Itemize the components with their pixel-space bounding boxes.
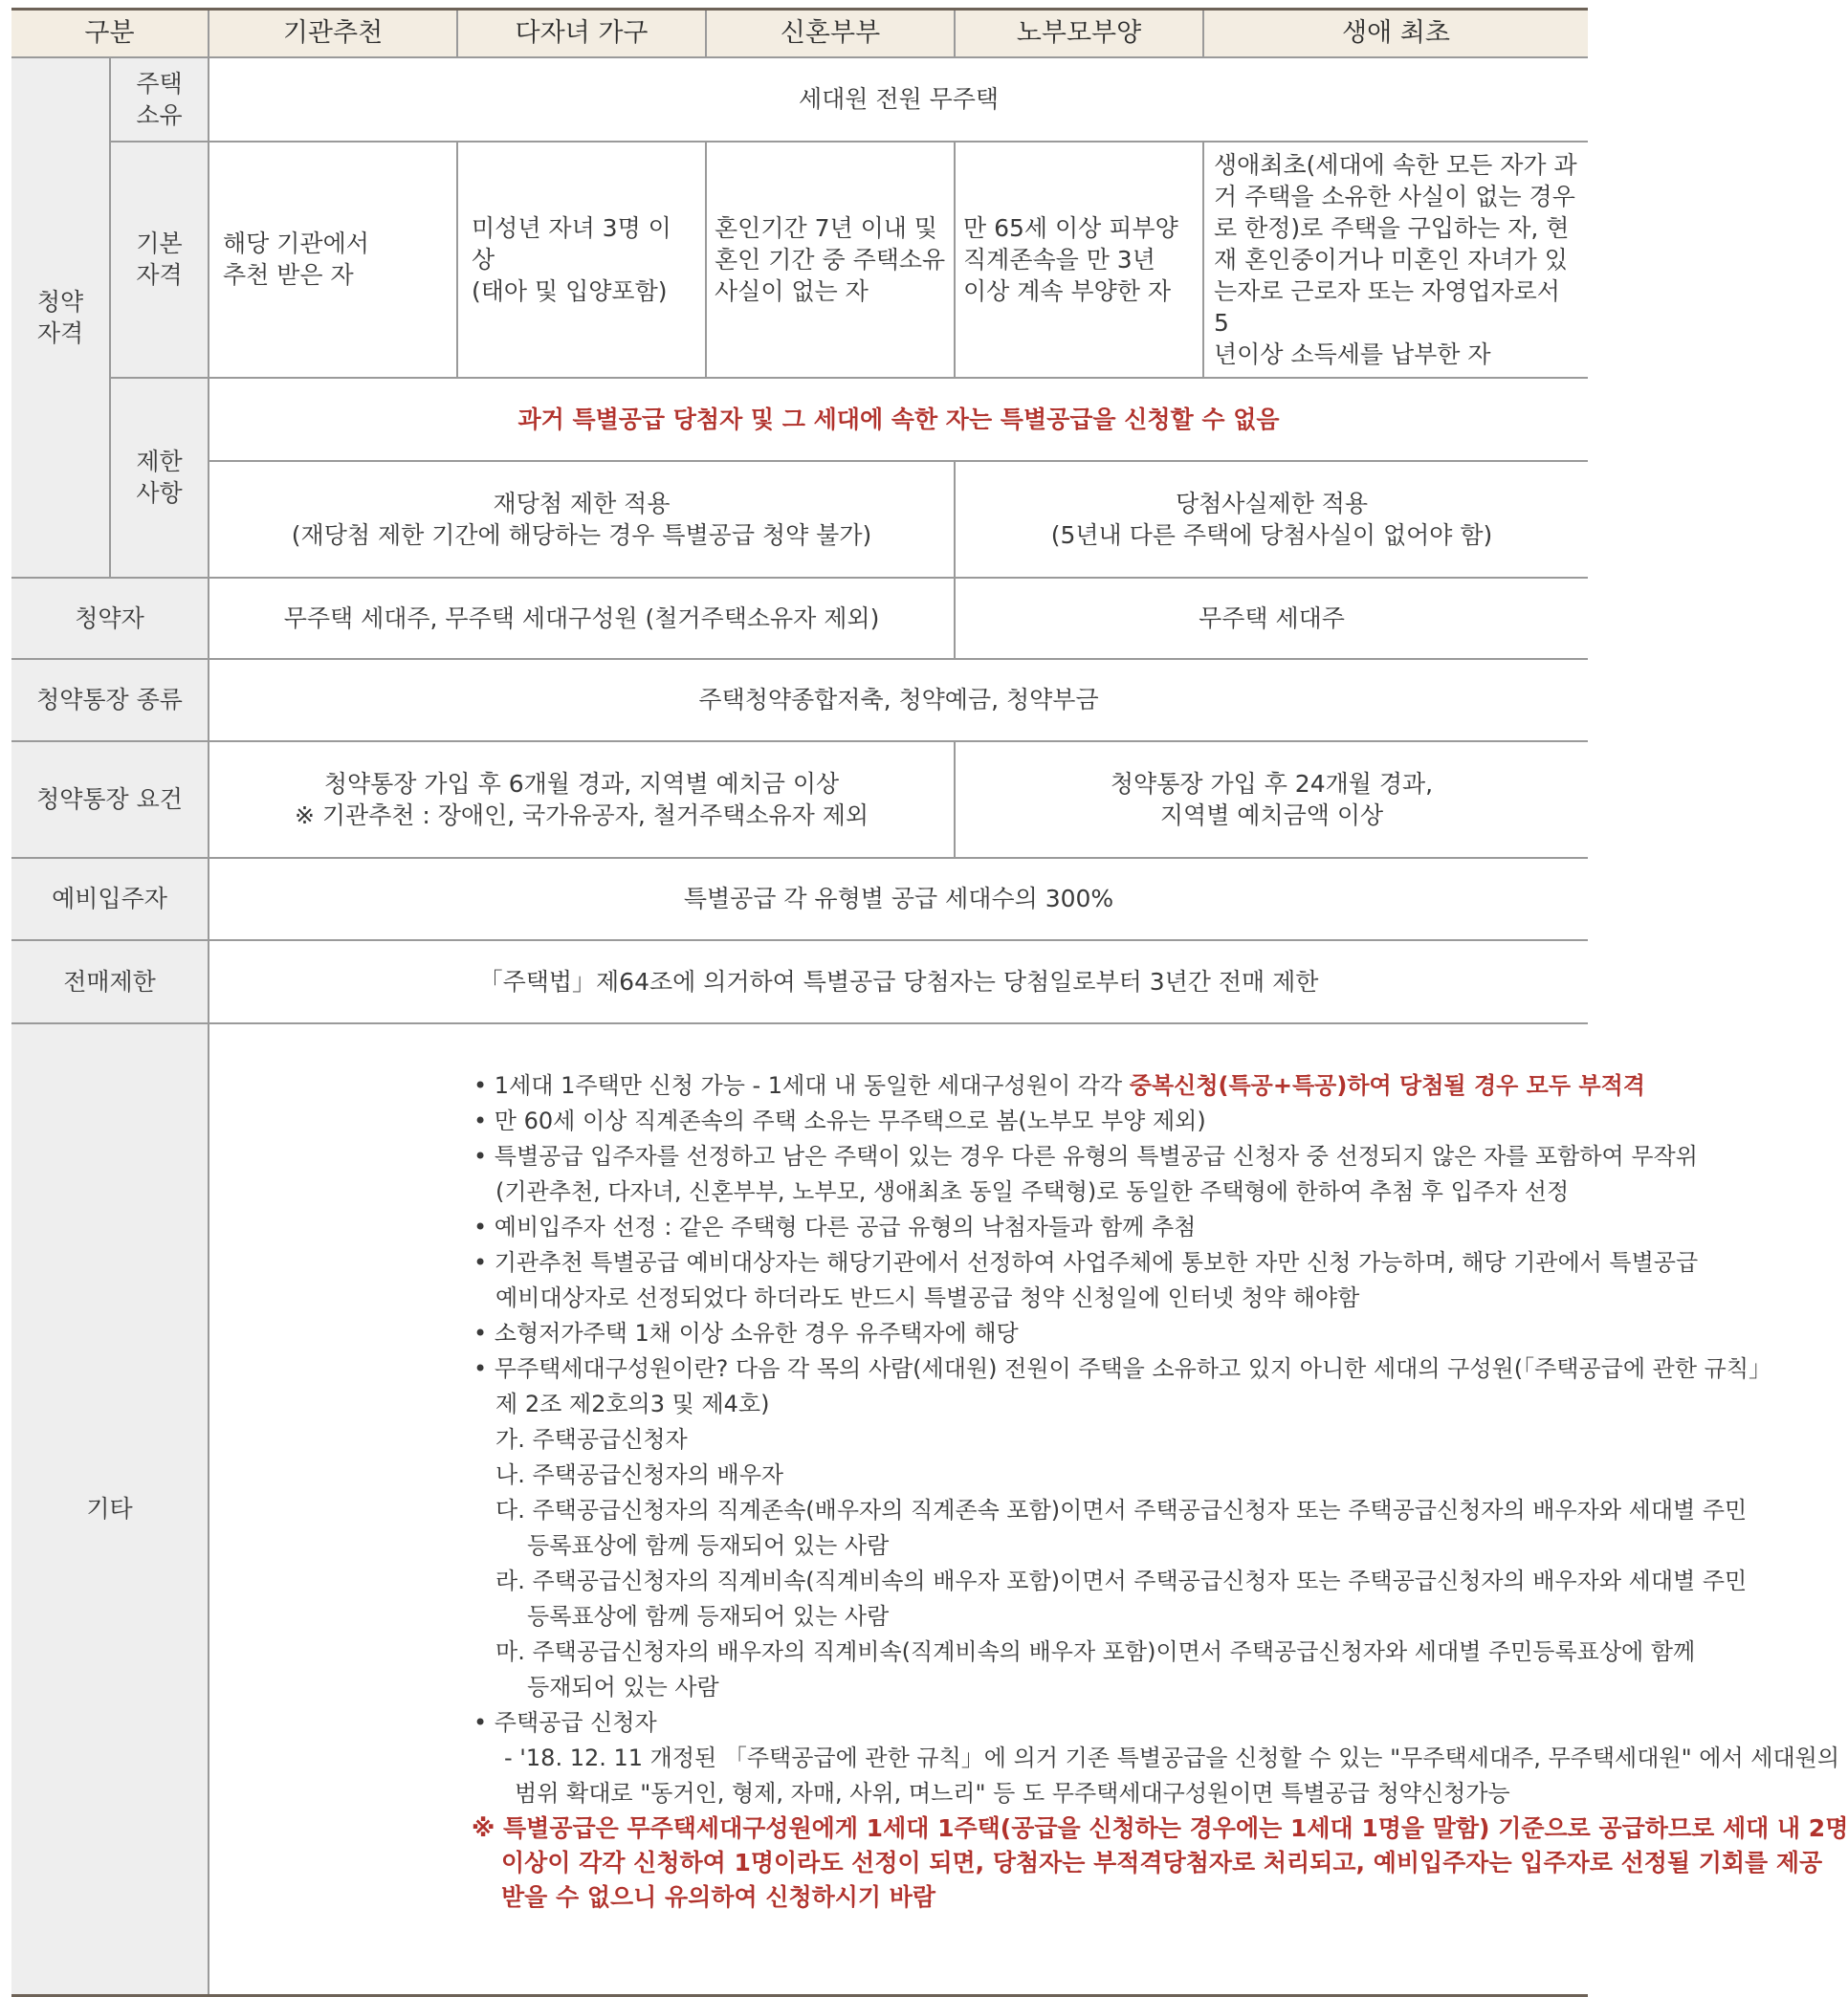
applicant-row: [11, 578, 1588, 659]
header-elderly-parent: 노부모부양: [955, 10, 1203, 57]
restriction-rewin: 재당첨 제한 적용 (재당첨 제한 기간에 해당하는 경우 특별공급 청약 불가): [209, 461, 955, 578]
etc-label: 기타: [11, 1023, 209, 1996]
note-item: • 만 60세 이상 직계존속의 주택 소유는 무주택으로 봄(노부모 부양 제외): [473, 1107, 1206, 1134]
account-type-value: 주택청약종합저축, 청약예금, 청약부금: [209, 659, 1588, 741]
applicant-left: 무주택 세대주, 무주택 세대구성원 (철거주택소유자 제외): [209, 578, 955, 659]
account-type-label: 청약통장 종류: [11, 659, 209, 741]
housing-ownership-label: 주택 소유: [110, 57, 209, 142]
header-first-time: 생애 최초: [1203, 10, 1588, 57]
basic-institution: 해당 기관에서 추천 받은 자: [209, 142, 457, 378]
note-item: • 특별공급 입주자를 선정하고 남은 주택이 있는 경우 다른 유형의 특별공급 신청자 중 선정되지 않은 자를 포함하여 무작위: [473, 1142, 1698, 1170]
reserve-row: [11, 858, 1588, 940]
applicant-right: 무주택 세대주: [955, 578, 1588, 659]
etc-notes: [209, 1023, 1848, 1996]
restriction-notice-row: [11, 378, 1588, 461]
note-continuation: 예비대상자로 선정되었다 하더라도 반드시 특별공급 청약 신청일에 인터넷 청약 해야함: [495, 1284, 1360, 1311]
note-emphasis: 중복신청(특공+특공)하여 당첨될 경우 모두 부적격: [1129, 1071, 1645, 1099]
note-item: • 예비입주자 선정 : 같은 주택형 다른 공급 유형의 낙첨자들과 함께 추첨: [473, 1213, 1197, 1240]
basic-qualification-row: [11, 142, 1588, 378]
etc-row: [11, 1023, 1588, 1996]
header-category: 구분: [11, 10, 209, 57]
reserve-label: 예비입주자: [11, 858, 209, 940]
qualification-group-label: 청약 자격: [11, 57, 110, 578]
account-requirement-right: 청약통장 가입 후 24개월 경과, 지역별 예치금액 이상: [955, 741, 1588, 858]
note-item: • 무주택세대구성원이란? 다음 각 목의 사람(세대원) 전원이 주택을 소유하고 있지 아니한 세대의 구성원(「주택공급에 관한 규칙」: [473, 1354, 1772, 1382]
header-institution: 기관추천: [209, 10, 457, 57]
reserve-value: 특별공급 각 유형별 공급 세대수의 300%: [209, 858, 1588, 940]
resale-label: 전매제한: [11, 940, 209, 1023]
restriction-notice: 과거 특별공급 당첨자 및 그 세대에 속한 자는 특별공급을 신청할 수 없음: [209, 378, 1588, 461]
note-continuation: (기관추천, 다자녀, 신혼부부, 노부모, 생애최초 동일 주택형)로 동일한 주택형에 한하여 추첨 후 입주자 선정: [495, 1177, 1570, 1205]
note-item: • 소형저가주택 1채 이상 소유한 경우 유주택자에 해당: [473, 1319, 1019, 1347]
applicant-label: 청약자: [11, 578, 209, 659]
basic-multi-child: 미성년 자녀 3명 이상 (태아 및 입양포함): [457, 142, 706, 378]
note-continuation: 등록표상에 함께 등재되어 있는 사람: [527, 1602, 890, 1630]
restriction-label: 제한 사항: [110, 378, 209, 578]
resale-value: 「주택법」제64조에 의거하여 특별공급 당첨자는 당첨일로부터 3년간 전매 제한: [209, 940, 1588, 1023]
special-supply-eligibility-table: [11, 8, 1848, 1997]
note-continuation: 제 2조 제2호의3 및 제4호): [495, 1390, 770, 1417]
note-continuation: 범위 확대로 "동거인, 형제, 자매, 사위, 며느리" 등 도 무주택세대구성원이면 특별공급 청약신청가능: [515, 1779, 1510, 1807]
restriction-win-history: 당첨사실제한 적용 (5년내 다른 주택에 당첨사실이 없어야 함): [955, 461, 1588, 578]
note-subitem: 가. 주택공급신청자: [495, 1425, 688, 1453]
note-subitem: 라. 주택공급신청자의 직계비속(직계비속의 배우자 포함)이면서 주택공급신청자 또는 주택공급신청자의 배우자와 세대별 주민: [495, 1567, 1748, 1594]
note-continuation: 등록표상에 함께 등재되어 있는 사람: [527, 1531, 890, 1559]
note-item: • 1세대 1주택만 신청 가능 - 1세대 내 동일한 세대구성원이 각각 중복신청(특공+특공)하여 당첨될 경우 모두 부적격: [473, 1071, 1645, 1099]
header-row: [11, 10, 1588, 57]
basic-newlywed: 혼인기간 7년 이내 및 혼인 기간 중 주택소유 사실이 없는 자: [706, 142, 955, 378]
basic-qualification-label: 기본 자격: [110, 142, 209, 378]
note-subitem: 다. 주택공급신청자의 직계존속(배우자의 직계존속 포함)이면서 주택공급신청자 또는 주택공급신청자의 배우자와 세대별 주민: [495, 1496, 1748, 1524]
note-subitem: 마. 주택공급신청자의 배우자의 직계비속(직계비속의 배우자 포함)이면서 주택공급신청자와 세대별 주민등록표상에 함께: [495, 1637, 1696, 1665]
restriction-detail-row: [11, 461, 1588, 578]
account-requirement-row: [11, 741, 1588, 858]
warning-line: ※ 특별공급은 무주택세대구성원에게 1세대 1주택(공급을 신청하는 경우에는 1세대 1명을 말함) 기준으로 공급하므로 세대 내 2명: [472, 1813, 1848, 1842]
note-subitem: - '18. 12. 11 개정된 「주택공급에 관한 규칙」에 의거 기존 특별공급을 신청할 수 있는 "무주택세대주, 무주택세대원" 에서 세대원의: [504, 1744, 1840, 1771]
account-type-row: [11, 659, 1588, 741]
housing-ownership-value: 세대원 전원 무주택: [209, 57, 1588, 142]
header-multi-child: 다자녀 가구: [457, 10, 706, 57]
note-continuation: 등재되어 있는 사람: [527, 1673, 719, 1701]
note-item: • 주택공급 신청자: [473, 1708, 657, 1736]
note-subitem: 나. 주택공급신청자의 배우자: [495, 1460, 784, 1488]
note-item: • 기관추천 특별공급 예비대상자는 해당기관에서 선정하여 사업주체에 통보한 자만 신청 가능하며, 해당 기관에서 특별공급: [473, 1248, 1699, 1276]
warning-line: 받을 수 없으니 유의하여 신청하시기 바람: [501, 1882, 936, 1911]
basic-first-time: 생애최초(세대에 속한 모든 자가 과 거 주택을 소유한 사실이 없는 경우 로 한정)로 주택을 구입하는 자, 현 재 혼인중이거나 미혼인 자녀가 있 는자로 근로자 또는 자영업자로서 5 년이상 소득세를 납부한 자: [1203, 142, 1588, 378]
account-requirement-label: 청약통장 요건: [11, 741, 209, 858]
account-requirement-left: 청약통장 가입 후 6개월 경과, 지역별 예치금 이상 ※ 기관추천 : 장애인, 국가유공자, 철거주택소유자 제외: [209, 741, 955, 858]
resale-row: [11, 940, 1588, 1023]
warning-line: 이상이 각각 신청하여 1명이라도 선정이 되면, 당첨자는 부적격당첨자로 처리되고, 예비입주자는 입주자로 선정될 기회를 제공: [501, 1848, 1823, 1876]
housing-ownership-row: [11, 57, 1588, 142]
header-newlywed: 신혼부부: [706, 10, 955, 57]
basic-elderly-parent: 만 65세 이상 피부양 직계존속을 만 3년 이상 계속 부양한 자: [955, 142, 1203, 378]
